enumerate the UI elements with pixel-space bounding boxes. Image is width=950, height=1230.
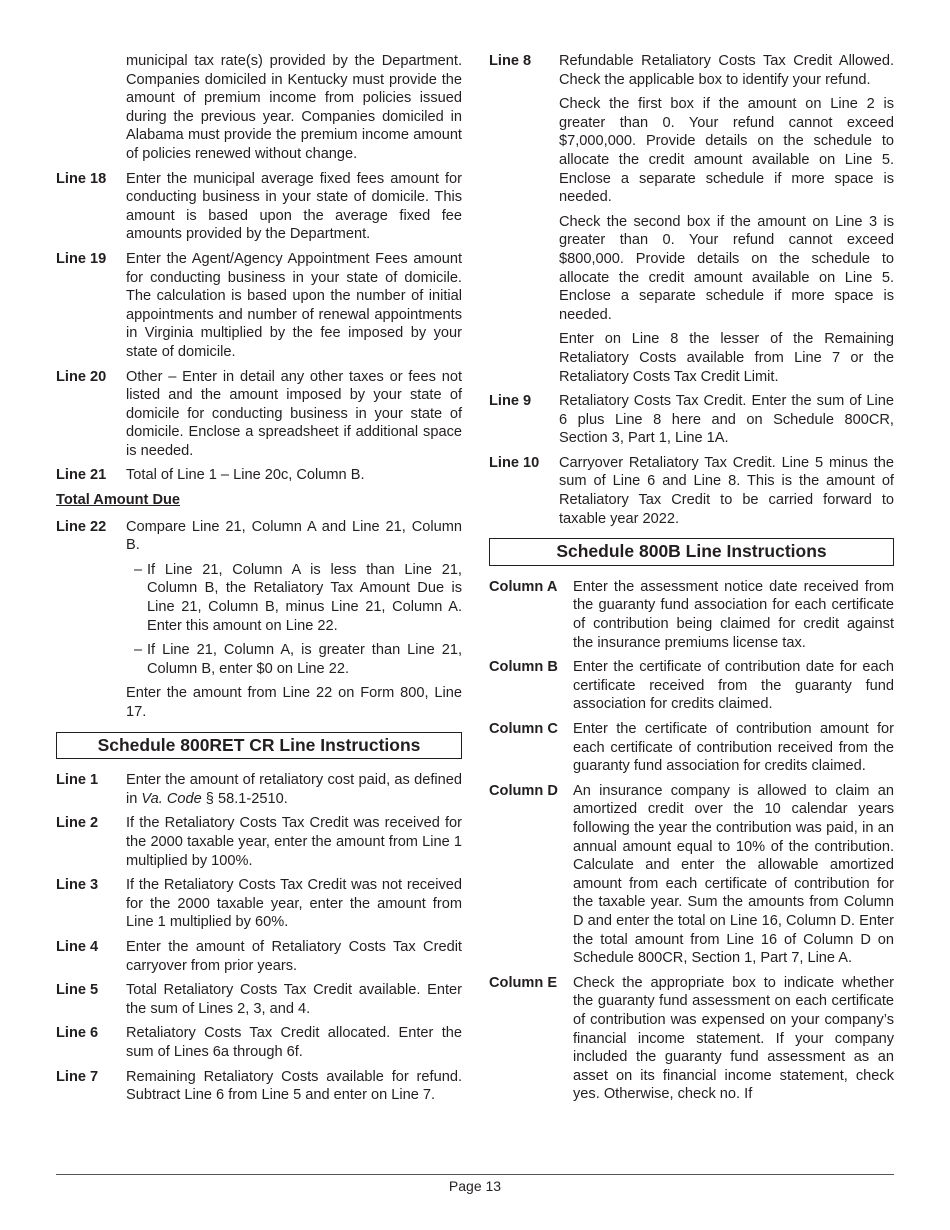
column-text: Enter the certificate of contribution amount for each certificate of contribution received from the guaranty fund association for credits claimed.: [573, 721, 894, 775]
line-label: Line 1: [56, 772, 99, 789]
column-text: Enter the certificate of contribution date for each certificate received from the guaranty fund association for credits claimed.: [573, 659, 894, 713]
code-citation: Va. Code: [141, 790, 202, 807]
continuation-paragraph: municipal tax rate(s) provided by the Department. Companies domiciled in Kentucky must provide the amount of premium income from policies issued during the previous year. Companies domiciled in Alabama must provide the premium income amount of policies renewed without change.: [126, 53, 462, 162]
line-label: Line 8: [489, 53, 532, 69]
line-22-instruction: [56, 518, 462, 722]
column-text: An insurance company is allowed to claim an amortized credit over the 10 calendar years following the year the contribution was paid, in an annual amount equal to 10% of the contribution. Calculate and enter the allowable amortized amount from each certificate of contribution for the taxable year. Sum the amounts from Column D and enter the total on Line 16, Column D. Enter the total amount from Line 16 of Column D on Schedule 800CR, Section 1, Part 7, Line A.: [573, 782, 894, 967]
line-label: Line 19: [56, 250, 107, 267]
line-label: Line 18: [56, 170, 107, 187]
column-text: Check the appropriate box to indicate whether the guaranty fund assessment on each certificate of contribution was expensed on your company’s financial income statement. If your company included the guaranty fund assessment as an asset on its financial income statement, check yes. Otherwise, check no. If: [573, 974, 894, 1103]
ret-line-7-instruction: [56, 1068, 462, 1105]
line-text: Check the second box if the amount on Line 3 is greater than 0. Your refund cannot exceed $800,000. Provide details on the schedule to allocate the credit amount available on Line 5. Enclose a separate schedule if more space is needed.: [559, 213, 894, 323]
column-d-instruction: [489, 782, 894, 968]
line-body: [126, 518, 462, 722]
line-label: Line 4: [56, 938, 99, 955]
ret-line-4-instruction: [56, 938, 462, 975]
dash-text: If Line 21, Column A, is greater than Line 21, Column B, enter $0 on Line 22.: [147, 642, 462, 677]
line-text: Compare Line 21, Column A and Line 21, Column B.: [126, 518, 462, 554]
dash-bullet: –: [134, 642, 143, 659]
dash-bullet: –: [134, 561, 143, 578]
ret-line-2-instruction: [56, 814, 462, 870]
line-text: Other – Enter in detail any other taxes or fees not listed and the amount imposed by your state of domicile for conducting business in your state of domicile. Enclose a spreadsheet if additional space is needed.: [126, 368, 462, 459]
column-a-instruction: [489, 578, 894, 652]
column-e-instruction: [489, 974, 894, 1104]
left-column: [56, 52, 462, 1111]
page-number: Page 13: [448, 1178, 502, 1194]
line-text: Carryover Retaliatory Tax Credit. Line 5 minus the sum of Line 6 and Line 8. This is the amount of Retaliatory Tax Credit to be carried forward to taxable year 2022.: [559, 454, 894, 527]
dash-item: [134, 641, 462, 678]
line-text: [126, 771, 462, 808]
line-9-instruction: [489, 392, 894, 448]
footer-divider: [56, 1174, 894, 1175]
column-label: Column E: [489, 974, 558, 991]
line-text: Enter on Line 8 the lesser of the Remaining Retaliatory Costs available from Line 7 or the Retaliatory Costs Tax Credit Limit.: [559, 331, 894, 385]
column-b-instruction: [489, 658, 894, 714]
line-text: Retaliatory Costs Tax Credit allocated. Enter the sum of Lines 6a through 6f.: [126, 1025, 462, 1060]
ret-line-5-instruction: [56, 981, 462, 1018]
dash-text: If Line 21, Column A is less than Line 21, Column B, the Retaliatory Tax Amount Due is Line 21, Column B, minus Line 21, Column A. Enter this amount on Line 22.: [147, 561, 462, 634]
line-20-instruction: [56, 368, 462, 461]
line-text: Check the first box if the amount on Line 2 is greater than 0. Your refund cannot exceed $7,000,000. Provide details on the schedule to allocate the credit amount available on Line 5. Enclose a separate schedule if more space is needed.: [559, 96, 894, 206]
line-text: Refundable Retaliatory Costs Tax Credit Allowed. Check the applicable box to identify your refund.: [559, 53, 894, 88]
total-amount-due-heading: Total Amount Due: [56, 492, 181, 509]
line-text: If the Retaliatory Costs Tax Credit was received for the 2000 taxable year, enter the amount from Line 1 multiplied by 100%.: [126, 815, 462, 869]
line-8-instruction: [489, 52, 894, 386]
line-text: Enter the Agent/Agency Appointment Fees amount for conducting business in your state of domicile. The calculation is based upon the number of initial appointments and number of renewal appointments in Virginia multiplied by the fee imposed by your state of domicile.: [126, 250, 462, 360]
line-text: Remaining Retaliatory Costs available for refund. Subtract Line 6 from Line 5 and enter on Line 7.: [126, 1068, 462, 1104]
line-text: Enter the municipal average fixed fees amount for conducting business in your state of domicile. This amount is based upon the average fixed fee amounts provided by the Department.: [126, 170, 462, 243]
column-c-instruction: [489, 720, 894, 776]
line-19-instruction: [56, 250, 462, 362]
dash-item: [134, 561, 462, 635]
line-text: Total Retaliatory Costs Tax Credit available. Enter the sum of Lines 2, 3, and 4.: [126, 982, 462, 1017]
line-18-instruction: [56, 170, 462, 244]
line-label: Line 10: [489, 454, 540, 471]
text-segment: Enter the amount of retaliatory cost paid, as defined in: [126, 772, 462, 807]
line-label: Line 3: [56, 877, 99, 894]
text-segment: § 58.1-2510.: [201, 790, 288, 807]
ret-line-6-instruction: [56, 1024, 462, 1061]
line-label: Line 7: [56, 1068, 99, 1085]
column-label: Column B: [489, 659, 558, 676]
line-label: Line 5: [56, 982, 99, 999]
line-text: Total of Line 1 – Line 20c, Column B.: [126, 467, 365, 484]
column-label: Column C: [489, 721, 558, 737]
line-label: Line 2: [56, 815, 99, 832]
ret-line-3-instruction: [56, 876, 462, 932]
line-label: Line 20: [56, 368, 107, 385]
ret-line-1-instruction: [56, 771, 462, 808]
line-10-instruction: [489, 454, 894, 528]
line-text: If the Retaliatory Costs Tax Credit was not received for the 2000 taxable year, enter the amount from Line 1 multiplied by 60%.: [126, 877, 462, 931]
line-body: [559, 52, 894, 386]
line-label: Line 22: [56, 518, 107, 535]
line-text: Enter the amount of Retaliatory Costs Tax Credit carryover from prior years.: [126, 938, 462, 974]
schedule-800ret-cr-heading: Schedule 800RET CR Line Instructions: [56, 732, 462, 760]
column-label: Column D: [489, 782, 558, 799]
column-text: Enter the assessment notice date received from the guaranty fund association for each certificate of contribution being claimed for credit against the insurance premiums license tax.: [573, 578, 894, 651]
line-text: Enter the amount from Line 22 on Form 800, Line 17.: [126, 685, 462, 720]
line-label: Line 6: [56, 1025, 99, 1042]
line-21-instruction: [56, 466, 462, 485]
right-column: [489, 52, 894, 1110]
schedule-800b-heading: Schedule 800B Line Instructions: [489, 538, 894, 566]
line-label: Line 9: [489, 393, 532, 410]
line-label: Line 21: [56, 467, 107, 484]
column-label: Column A: [489, 578, 558, 595]
line-text: Retaliatory Costs Tax Credit. Enter the sum of Line 6 plus Line 8 here and on Schedule 800CR, Section 3, Part 1, Line 1A.: [559, 393, 894, 447]
